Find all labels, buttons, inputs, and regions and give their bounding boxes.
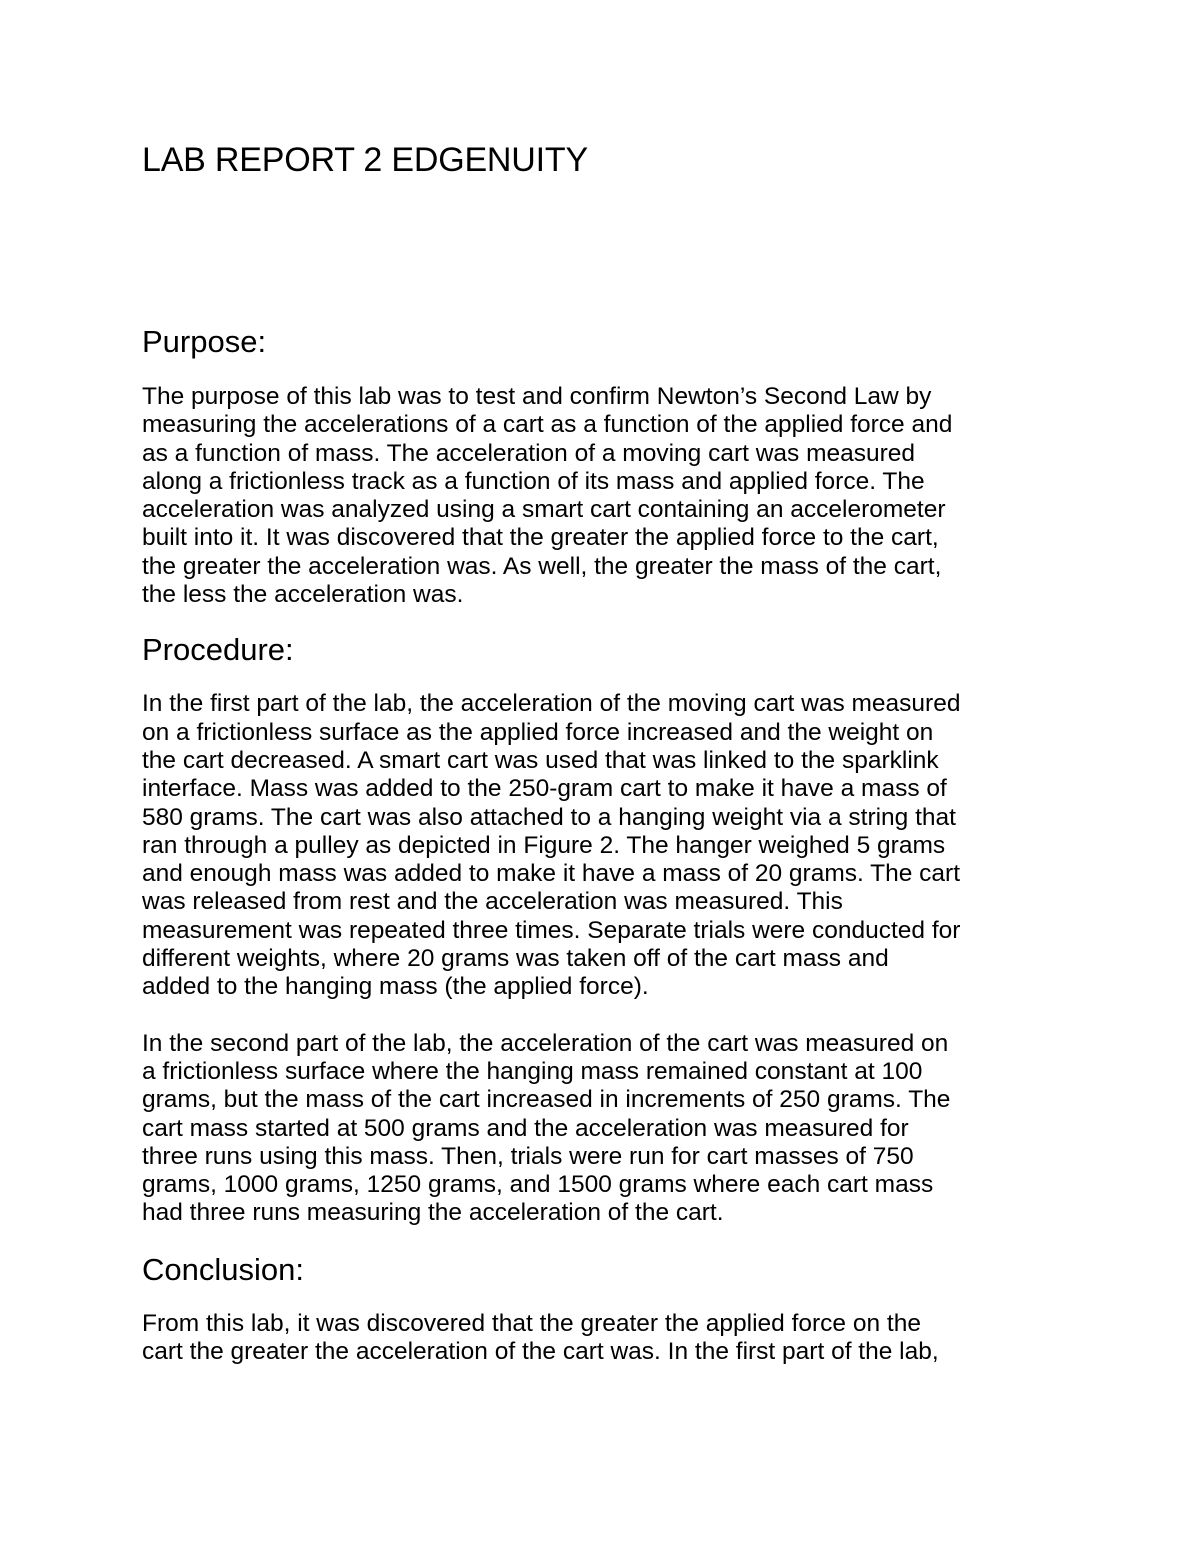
purpose-heading: Purpose: — [142, 324, 267, 359]
procedure-paragraph-2: In the second part of the lab, the acceleration of the cart was measured on a frictionless surface where the hanging mass remained constant at 100 grams, but the mass of the cart increased in increments of 250 grams. The cart mass started at 500 grams and the acceleration was measured for three runs using this mass. Then, trials were run for cart masses of 750 grams, 1000 grams, 1250 grams, and 1500 grams where each cart mass had three runs measuring the acceleration of the cart. — [142, 1029, 951, 1227]
conclusion-heading: Conclusion: — [142, 1251, 304, 1287]
procedure-section — [142, 630, 1082, 1227]
procedure-heading: Procedure: — [142, 632, 294, 668]
purpose-section — [142, 322, 1082, 609]
document-body — [142, 138, 1082, 1366]
conclusion-paragraph: From this lab, it was discovered that the greater the applied force on the cart the greater the acceleration of the cart was. In the first part of the lab, — [142, 1309, 939, 1366]
document-title: LAB REPORT 2 EDGENUITY — [142, 141, 588, 179]
conclusion-section — [142, 1250, 1082, 1367]
purpose-paragraph: The purpose of this lab was to test and confirm Newton’s Second Law by measuring the accelerations of a cart as a function of the applied force and as a function of mass. The acceleration of a moving cart was measured along a frictionless track as a function of its mass and applied force. The acceleration was analyzed using a smart cart containing an accelerometer built into it. It was discovered that the greater the applied force to the cart, the greater the acceleration was. As well, the greater the mass of the cart, the less the acceleration was. — [142, 383, 953, 609]
procedure-paragraph-1: In the first part of the lab, the acceleration of the moving cart was measured on a frictionless surface as the applied force increased and the weight on the cart decreased. A smart cart was used that was linked to the sparklink interface. Mass was added to the 250-gram cart to make it have a mass of 580 grams. The cart was also attached to a hanging weight via a string that ran through a pulley as depicted in Figure 2. The hanger weighed 5 grams and enough mass was added to make it have a mass of 20 grams. The cart was released from rest and the acceleration was measured. This measurement was repeated three times. Separate trials were conducted for different weights, where 20 grams was taken off of the cart mass and added to the hanging mass (the applied force). — [142, 690, 961, 1001]
